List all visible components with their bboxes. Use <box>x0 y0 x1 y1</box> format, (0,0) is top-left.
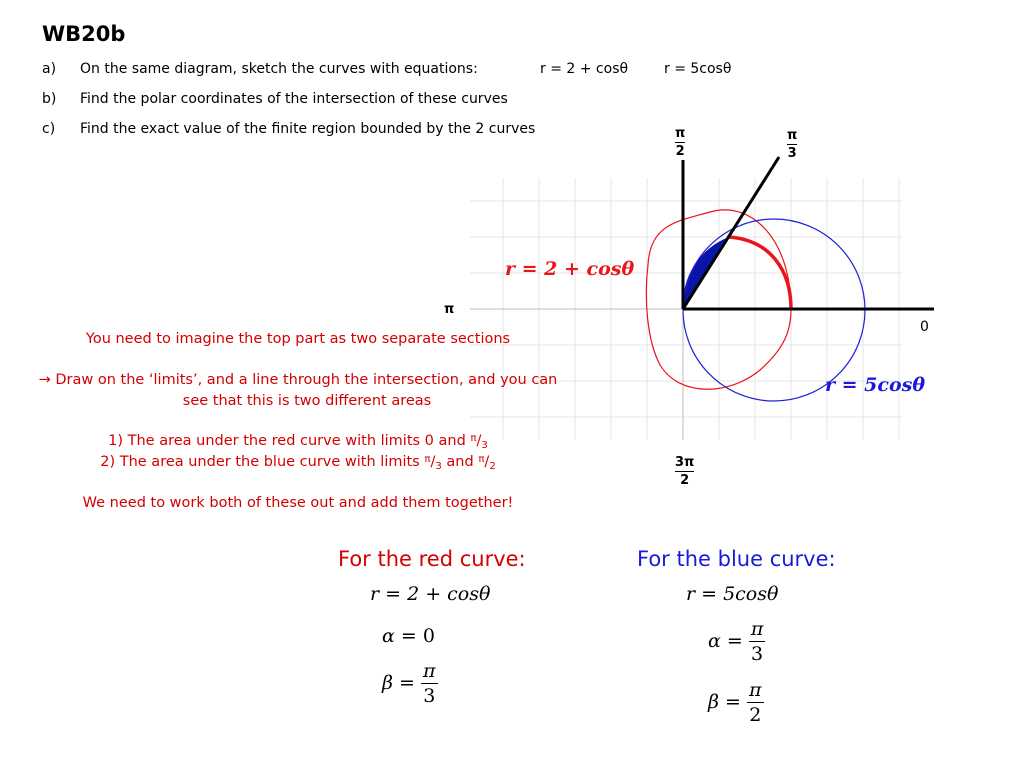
blue-working-alpha <box>708 620 765 664</box>
blue-curve-label: r = 5cosθ <box>825 374 925 396</box>
blue-working-heading: For the blue curve: <box>637 547 836 571</box>
question-c-text: Find the exact value of the finite region bounded by the 2 curves <box>80 121 536 137</box>
question-b-text: Find the polar coordinates of the intersection of these curves <box>80 91 508 107</box>
red-beta-den: 3 <box>423 685 436 707</box>
blue-alpha-den: 3 <box>751 643 764 665</box>
question-a-letter: a) <box>42 61 57 77</box>
note-item-2-num2: π <box>478 454 485 465</box>
label-pi-over-3-num: π <box>787 128 798 143</box>
blue-beta-num: π <box>749 679 762 701</box>
label-pi-over-2-num: π <box>675 126 686 141</box>
red-alpha-lhs: α = <box>382 625 417 647</box>
question-c-letter: c) <box>42 121 56 137</box>
blue-alpha-lhs: α = <box>708 630 743 652</box>
label-3pi-over-2-den: 2 <box>680 473 690 488</box>
blue-beta-lhs: β = <box>708 691 741 713</box>
label-pi-over-2-den: 2 <box>675 144 685 159</box>
red-working-equation: r = 2 + cosθ <box>370 583 491 605</box>
page-title: WB20b <box>42 22 126 46</box>
red-beta-num: π <box>423 660 436 682</box>
note-item-2-num1: π <box>424 454 431 465</box>
blue-alpha-num: π <box>750 618 764 640</box>
note-item-2-den1: 3 <box>435 461 442 473</box>
fraction-bar <box>675 471 694 472</box>
note-line-1: You need to imagine the top part as two separate sections <box>85 331 511 347</box>
red-alpha-value: 0 <box>422 625 435 647</box>
label-pi-over-2 <box>675 127 685 158</box>
label-3pi-over-2 <box>675 456 694 487</box>
question-a-text: On the same diagram, sketch the curves with equations: <box>80 61 478 77</box>
note-line-4: We need to work both of these out and add them together! <box>82 495 514 511</box>
label-pi-over-3 <box>787 129 797 160</box>
label-zero: 0 <box>920 319 929 335</box>
red-curve-label: r = 2 + cosθ <box>505 258 635 280</box>
label-pi: π <box>444 302 455 317</box>
red-working-alpha <box>382 625 435 647</box>
question-a-eq1: r = 2 + cosθ <box>540 61 629 77</box>
label-3pi-over-2-num: 3π <box>675 455 695 470</box>
blue-working-beta <box>708 681 764 725</box>
red-working-heading: For the red curve: <box>338 547 526 571</box>
label-pi-over-3-den: 3 <box>787 146 797 161</box>
red-beta-fraction <box>421 662 438 706</box>
note-item-2-mid: and <box>441 454 479 471</box>
note-item-1-num: π <box>470 433 477 444</box>
red-beta-lhs: β = <box>382 672 415 694</box>
blue-beta-fraction <box>747 681 764 725</box>
note-item-1: 1) The area under the red curve with limits 0 and $^\pi/_3$ <box>108 433 488 452</box>
note-line-2: → Draw on the ‘limits’, and a line through the intersection, and you can <box>38 372 558 388</box>
note-item-2: 2) The area under the blue curve with limits $^\pi/_3$ and $^\pi/_2$ <box>100 454 496 473</box>
question-a-eq2: r = 5cosθ <box>664 61 732 77</box>
red-working-beta <box>382 662 438 706</box>
fraction-bar <box>787 144 797 145</box>
note-item-2-den2: 2 <box>489 461 496 473</box>
note-item-2-text: 2) The area under the blue curve with limits <box>100 454 425 471</box>
note-line-3: see that this is two different areas <box>182 393 432 409</box>
blue-alpha-fraction <box>749 620 766 664</box>
question-b-letter: b) <box>42 91 57 107</box>
blue-working-equation: r = 5cosθ <box>686 583 779 605</box>
note-item-1-den: 3 <box>481 440 488 452</box>
blue-beta-den: 2 <box>749 704 762 726</box>
fraction-bar <box>675 142 685 143</box>
note-item-1-text: 1) The area under the red curve with limits 0 and <box>108 433 471 450</box>
